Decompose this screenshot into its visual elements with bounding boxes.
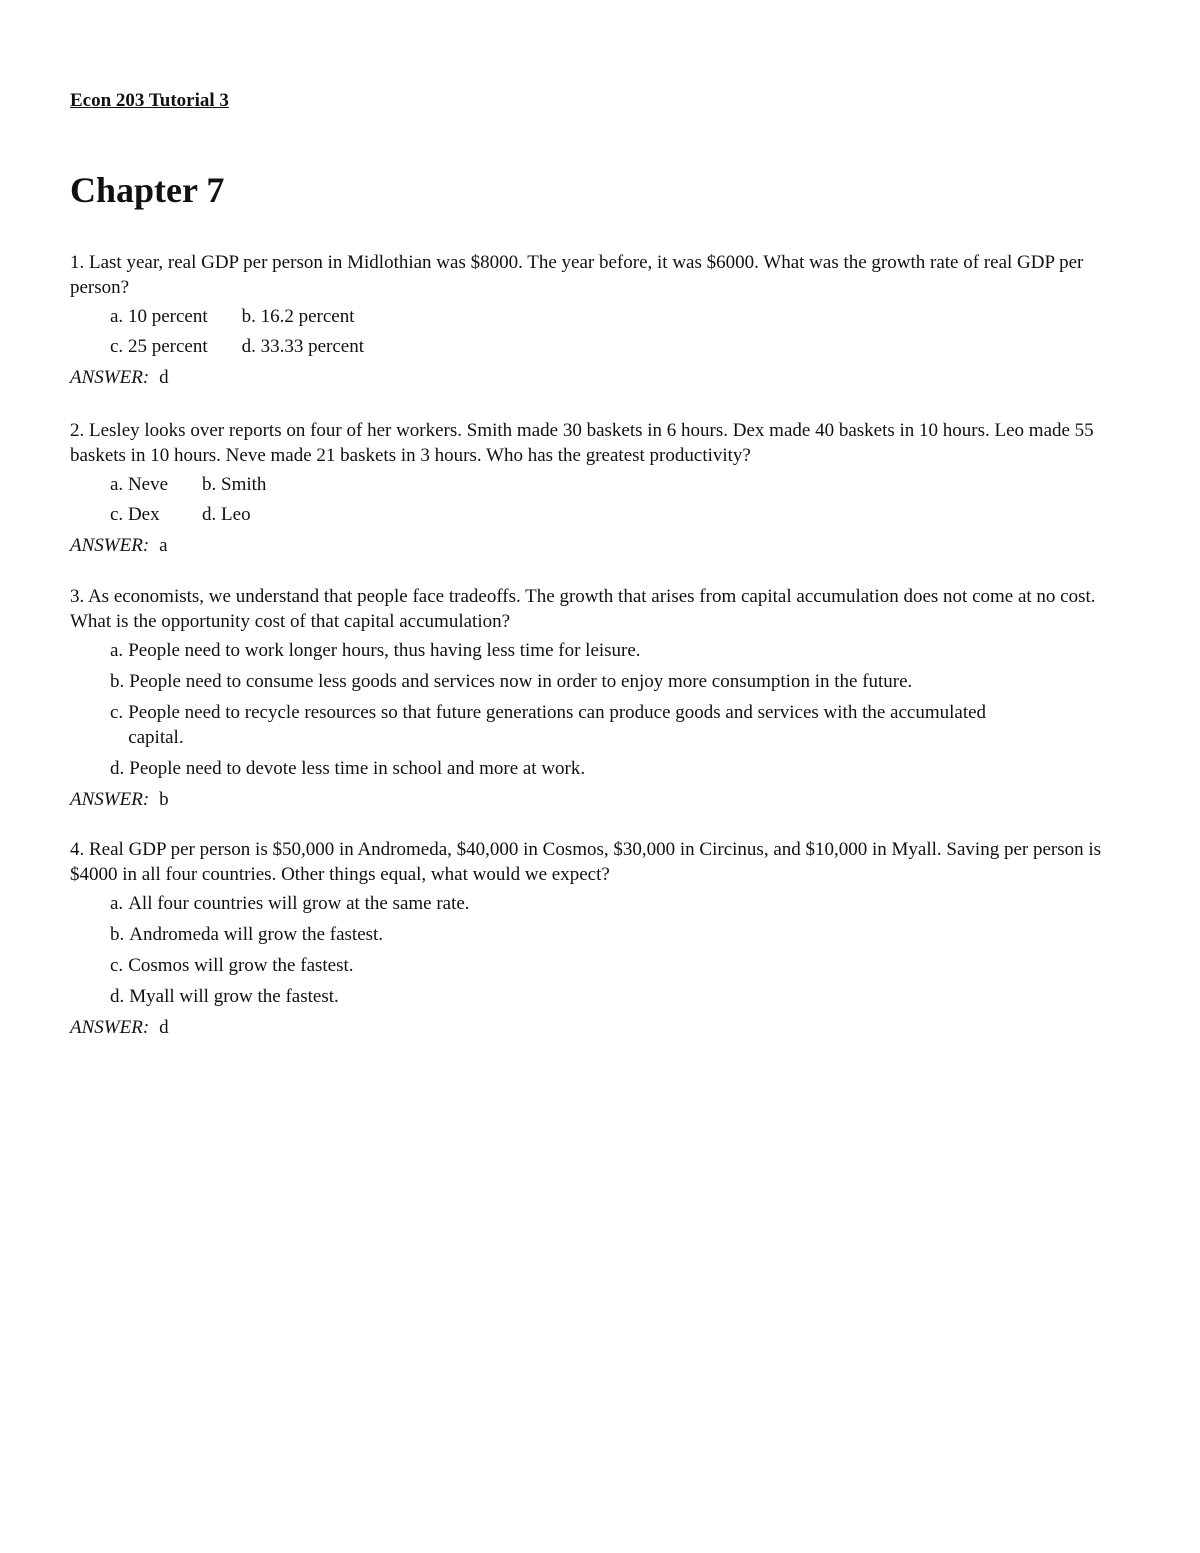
options-grid [110, 472, 266, 527]
answer-label: ANSWER: [70, 535, 150, 556]
question-3 [70, 584, 1140, 812]
option-b: b. People need to consume less goods and services now in order to enjoy more consumption in the future. [110, 671, 913, 692]
option-c: c. Cosmos will grow the fastest. [110, 955, 354, 976]
question-stem: 1. Last year, real GDP per person in Midlothian was $8000. The year before, it was $6000. What was the growth rate of real GDP per person? [70, 252, 1084, 298]
option-d: d. Leo [202, 504, 251, 525]
option-a: a. 10 percent [110, 306, 208, 327]
question-2 [70, 418, 1140, 558]
answer-line [70, 1015, 1140, 1040]
question-stem: 3. As economists, we understand that people face tradeoffs. The growth that arises from capital accumulation does not come at no cost. What is the opportunity cost of that capital accumulation? [70, 586, 1096, 632]
option-d: d. Myall will grow the fastest. [110, 986, 339, 1007]
document-title: Econ 203 Tutorial 3 [70, 90, 229, 111]
options-list [110, 638, 1140, 781]
question-stem: 4. Real GDP per person is $50,000 in Andromeda, $40,000 in Cosmos, $30,000 in Circinus, and $10,000 in Myall. Saving per person is $4000 in all four countries. Other things equal, what would we expect? [70, 839, 1102, 885]
question-4 [70, 837, 1140, 1040]
options-list [110, 891, 1140, 1009]
answer-line [70, 533, 1140, 558]
answer-value: b [159, 789, 169, 810]
option-d: d. 33.33 percent [241, 336, 364, 357]
option-d: d. People need to devote less time in school and more at work. [110, 758, 586, 779]
option-b: b. Smith [202, 474, 267, 495]
option-c: c. 25 percent [110, 336, 208, 357]
answer-line [70, 787, 1140, 812]
option-a: a. People need to work longer hours, thus having less time for leisure. [110, 640, 641, 661]
answer-value: d [159, 367, 169, 388]
question-1 [70, 250, 1140, 390]
option-a: a. All four countries will grow at the same rate. [110, 893, 470, 914]
question-stem: 2. Lesley looks over reports on four of her workers. Smith made 30 baskets in 6 hours. Dex made 40 baskets in 10 hours. Leo made 55 baskets in 10 hours. Neve made 21 baskets in 3 hours. Who has the greatest productivity? [70, 420, 1094, 466]
answer-value: d [159, 1017, 169, 1038]
option-b: b. 16.2 percent [241, 306, 355, 327]
chapter-heading: Chapter 7 [70, 170, 225, 210]
option-a: a. Neve [110, 474, 169, 495]
option-c: c. People need to recycle resources so that future generations can produce goods and services with the accumulated capital. [110, 702, 987, 748]
answer-label: ANSWER: [70, 1017, 150, 1038]
answer-label: ANSWER: [70, 367, 150, 388]
options-grid [110, 304, 364, 359]
option-c: c. Dex [110, 504, 160, 525]
answer-line [70, 365, 1140, 390]
option-b: b. Andromeda will grow the fastest. [110, 924, 384, 945]
answer-value: a [159, 535, 168, 556]
answer-label: ANSWER: [70, 789, 150, 810]
